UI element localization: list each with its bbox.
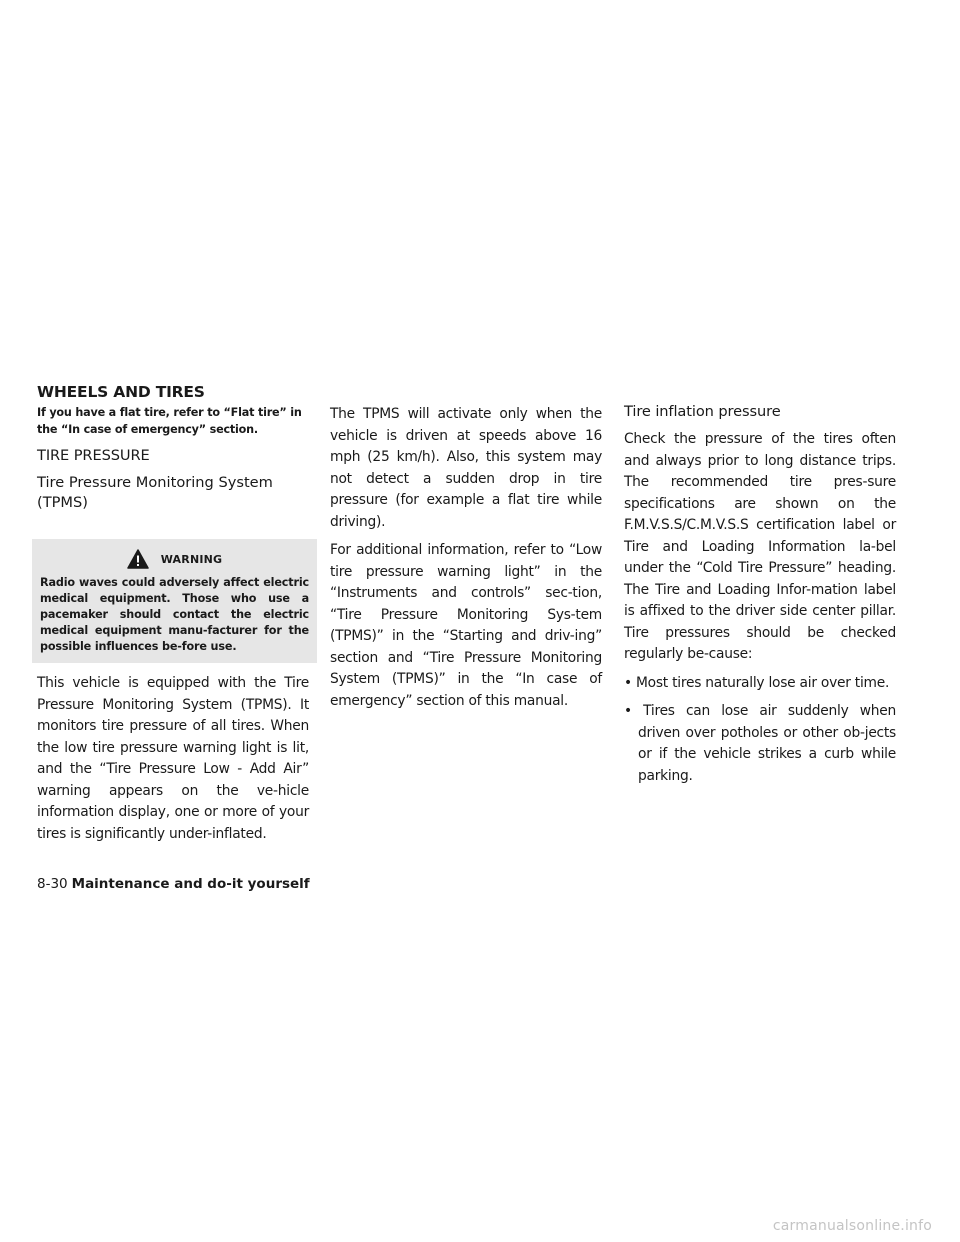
reasons-list (624, 673, 896, 788)
column-3 (624, 402, 896, 794)
inflation-heading: Tire inflation pressure (624, 403, 781, 420)
warning-box (32, 539, 317, 663)
warning-title: WARNING (160, 552, 223, 566)
warning-text: Radio waves could adversely affect electric medical equipment. Those who use a pacemaker should contact the electric medical equipment manu-facturer for the possible influences be-fore use. (40, 576, 309, 653)
tpms-heading: Tire Pressure Monitoring System (TPMS) (37, 474, 273, 511)
list-item: • Tires can lose air suddenly when driven over potholes or other ob-jects or if the vehicle strikes a curb while parking. (624, 703, 896, 784)
tpms-description: This vehicle is equipped with the Tire Pressure Monitoring System (TPMS). It monitors tire pressure of all tires. When the low tire pressure warning light is lit, and the “Tire Pressure Low - Add Air” warning appears on the ve-hicle information display, one or more of your tires is significantly under-inflated. (37, 675, 309, 842)
list-item: • Most tires naturally lose air over time. (624, 674, 890, 691)
flat-tire-note: If you have a flat tire, refer to “Flat tire” in the “In case of emergency” section. (37, 406, 302, 436)
section-title: WHEELS AND TIRES (37, 383, 205, 401)
warning-header (40, 549, 309, 569)
page-number: 8-30 (37, 876, 68, 892)
inflation-paragraph: Check the pressure of the tires often and always prior to long distance trips. The recommended tire pres-sure specifications are shown on the F.M.V.S.S/C.M.V.S.S certification label or Tire and Loading Information la-bel under the “Cold Tire Pressure” heading. The Tire and Loading Infor-mation label is affixed to the driver side center pillar. Tire pressures should be checked regularly be-cause: (624, 431, 896, 662)
tire-pressure-heading: TIRE PRESSURE (37, 447, 150, 464)
column-2 (330, 404, 602, 719)
watermark-link[interactable]: carmanualsonline.info (772, 1218, 932, 1234)
page-footer (37, 876, 310, 892)
column-1 (37, 404, 309, 852)
tpms-activation-paragraph: The TPMS will activate only when the vehicle is driven at speeds above 16 mph (25 km/h). Also, this system may not detect a sudden drop in tire pressure (for example a flat tire while driving). (330, 406, 602, 530)
chapter-title: Maintenance and do-it yourself (71, 876, 310, 892)
warning-triangle-icon (127, 549, 149, 569)
additional-info-paragraph: For additional information, refer to “Low tire pressure warning light” in the “Instruments and controls” sec-tion, “Tire Pressure Monitoring Sys-tem (TPMS)” in the “Starting and driv-ing” section and “Tire Pressure Monitoring System (TPMS)” in the “In case of emergency” section of this manual. (330, 542, 602, 709)
